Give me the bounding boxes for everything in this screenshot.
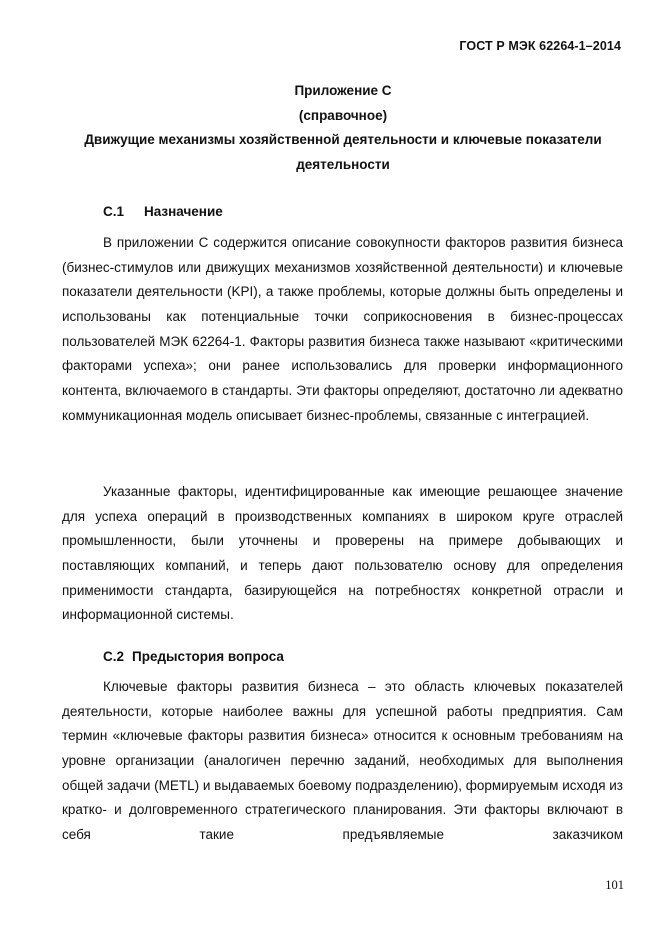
appendix-heading-line-1: Движущие механизмы хозяйственной деятельности и ключевые показатели	[84, 132, 602, 147]
page-number: 101	[605, 878, 624, 892]
appendix-heading-line-2: деятельности	[296, 156, 390, 172]
appendix-title	[60, 79, 626, 177]
standard-number: ГОСТ Р МЭК 62264-1–2014	[459, 39, 621, 53]
section-heading-c1	[103, 202, 223, 222]
paragraph: В приложении С содержится описание совокупности факторов развития бизнеса (бизнес-стимулов или движущих механизмов хозяйственной деятельности) и ключевые показатели деятельности (KPI), а также проблемы, которые должны быть определены и использованы как потенциальные точки соприкосновения в бизнес-процессах пользователей МЭК 62264-1. Факторы развития бизнеса также называют «критическими факторами успеха»; они ранее использовались для проверки информационного контента, включаемого в стандарты. Эти факторы определяют, достаточно ли адекватно коммуникационная модель описывает бизнес-проблемы, связанные с интеграцией.	[62, 235, 623, 423]
paragraph: Ключевые факторы развития бизнеса – это область ключевых показателей деятельности, которые наиболее важны для успешной работы предприятия. Сам термин «ключевые факторы развития бизнеса» относится к основным требованиям на уровне организации (аналогичен перечню заданий, необходимых для выполнения общей задачи (METL) и выдаваемых боевому подразделению), формируемым исходя из кратко- и долговременного стратегического планирования. Эти факторы включают в себя такие предъявляемые заказчиком	[62, 679, 623, 842]
section-heading-c2	[103, 647, 284, 667]
appendix-status: (справочное)	[298, 107, 388, 123]
section-title: Предыстория вопроса	[132, 649, 284, 664]
paragraph: Указанные факторы, идентифицированные как имеющие решающее значение для успеха операций в производственных компаниях в широком круге отраслей промышленности, были уточнены и проверены на примере добывающих и поставляющих компаний, и теперь дают пользователю основу для определения применимости стандарта, базирующейся на потребностях конкретной отрасли и информационной системы.	[62, 484, 623, 623]
section-number: С.1	[103, 204, 125, 219]
section-number: С.2	[103, 649, 125, 664]
appendix-label: Приложение С	[294, 83, 392, 98]
section-title: Назначение	[144, 204, 223, 219]
